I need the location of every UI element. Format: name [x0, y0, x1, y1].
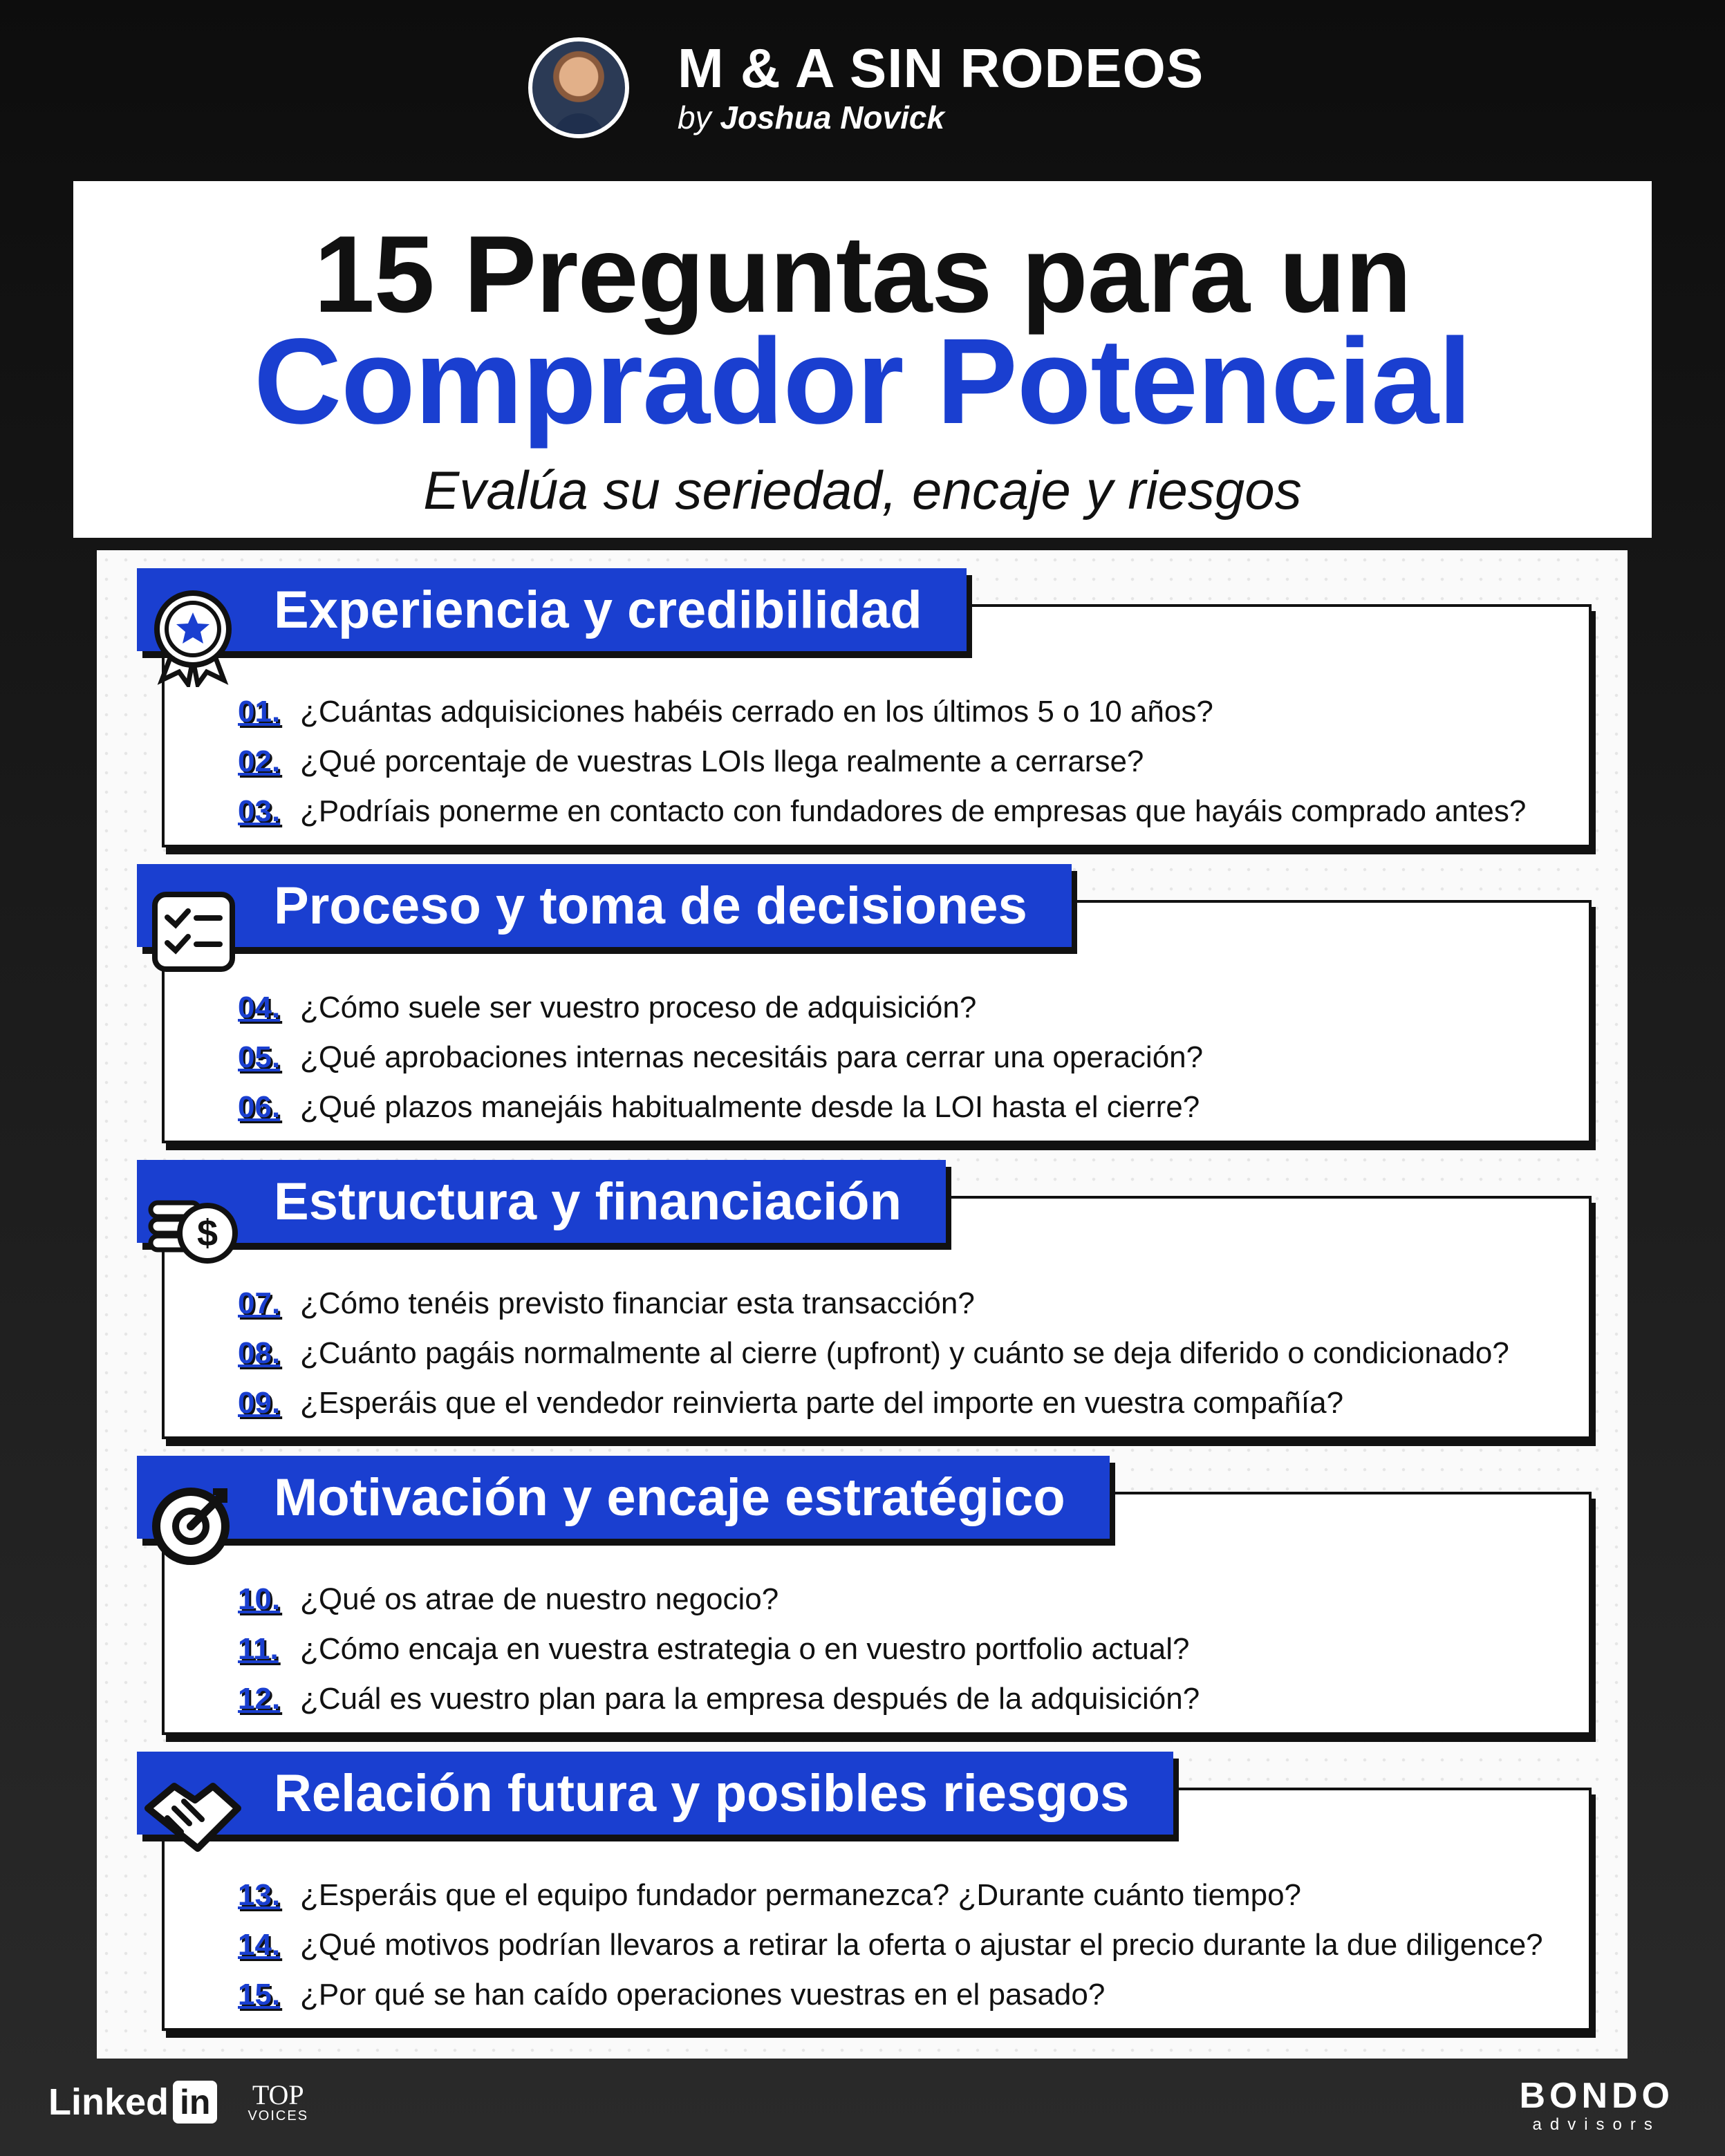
section-header [137, 1752, 1173, 1835]
badge-star-icon [141, 583, 245, 687]
question-number: 12. [238, 1682, 281, 1716]
author-name: Joshua Novick [720, 100, 945, 135]
top-voices-badge: TOP VOICES [248, 2079, 309, 2124]
page-title-line2: Comprador Potencial [254, 314, 1471, 449]
question-list [238, 1575, 1200, 1724]
brand-header [528, 36, 1204, 140]
question-number: 09. [238, 1386, 281, 1420]
question-text: ¿Podríais ponerme en contacto con fundadores de empresas que hayáis comprado antes? [300, 794, 1527, 828]
question-text: ¿Cuántas adquisiciones habéis cerrado en los últimos 5 o 10 años? [300, 695, 1213, 729]
question-item [238, 1378, 1509, 1428]
question-text: ¿Qué aprobaciones internas necesitáis para cerrar una operación? [300, 1040, 1204, 1074]
question-text: ¿Qué porcentaje de vuestras LOIs llega realmente a cerrarse? [300, 744, 1144, 778]
question-list [238, 1871, 1543, 2020]
section-title: Relación futura y posibles riesgos [274, 1763, 1130, 1823]
question-text: ¿Cómo encaja en vuestra estrategia o en vuestro portfolio actual? [300, 1632, 1190, 1666]
question-item [238, 1575, 1200, 1624]
question-number: 03. [238, 794, 281, 828]
question-item [238, 1674, 1200, 1724]
question-text: ¿Por qué se han caído operaciones vuestras en el pasado? [300, 1978, 1106, 2012]
question-text: ¿Qué motivos podrían llevaros a retirar la oferta o ajustar el precio durante la due diligence? [300, 1928, 1543, 1962]
brand-byline: by Joshua Novick [678, 100, 945, 135]
section-title: Motivación y encaje estratégico [274, 1468, 1065, 1527]
question-number: 05. [238, 1040, 281, 1074]
page-title-line1: 15 Preguntas para un [314, 214, 1411, 335]
linkedin-logo: Linked in TOP VOICES [48, 2079, 309, 2124]
question-number: 11. [238, 1632, 279, 1666]
question-item [238, 1082, 1203, 1132]
section-header [137, 864, 1072, 947]
section-title: Proceso y toma de decisiones [274, 876, 1027, 935]
question-item [238, 1624, 1200, 1674]
question-text: ¿Esperáis que el equipo fundador permanezca? ¿Durante cuánto tiempo? [300, 1878, 1302, 1912]
svg-text:$: $ [196, 1212, 218, 1254]
question-number: 08. [238, 1336, 281, 1370]
target-icon [141, 1471, 245, 1575]
question-item [238, 1970, 1543, 2020]
question-number: 01. [238, 695, 281, 729]
coins-dollar-icon [141, 1175, 245, 1279]
questions-panel [97, 550, 1628, 2059]
question-number: 02. [238, 744, 281, 778]
question-item [238, 787, 1526, 836]
question-number: 14. [238, 1928, 281, 1962]
title-card [73, 181, 1652, 538]
question-text: ¿Qué os atrae de nuestro negocio? [300, 1582, 779, 1616]
section-header [137, 1160, 946, 1243]
question-item [238, 687, 1526, 737]
question-number: 07. [238, 1286, 281, 1320]
question-item [238, 737, 1526, 787]
page-subtitle: Evalúa su seriedad, encaje y riesgos [423, 460, 1302, 521]
section-header [137, 568, 967, 651]
question-item [238, 983, 1203, 1033]
question-number: 06. [238, 1090, 281, 1124]
question-number: 15. [238, 1978, 281, 2012]
question-list [238, 983, 1203, 1132]
question-text: ¿Esperáis que el vendedor reinvierta parte del importe en vuestra compañía? [300, 1386, 1344, 1420]
question-text: ¿Cómo tenéis previsto financiar esta transacción? [300, 1286, 975, 1320]
author-avatar [528, 37, 629, 138]
question-number: 13. [238, 1878, 281, 1912]
question-number: 04. [238, 991, 281, 1024]
question-text: ¿Cuál es vuestro plan para la empresa después de la adquisición? [300, 1682, 1200, 1716]
question-item [238, 1871, 1543, 1920]
section-header [137, 1456, 1110, 1539]
question-text: ¿Qué plazos manejáis habitualmente desde la LOI hasta el cierre? [300, 1090, 1200, 1124]
question-text: ¿Cuánto pagáis normalmente al cierre (upfront) y cuánto se deja diferido o condicionado? [300, 1336, 1509, 1370]
question-number: 10. [238, 1582, 281, 1616]
question-list [238, 1279, 1509, 1428]
question-item [238, 1033, 1203, 1082]
checklist-icon [141, 879, 245, 983]
section-title: Estructura y financiación [274, 1172, 902, 1231]
question-item [238, 1329, 1509, 1378]
handshake-icon [141, 1767, 245, 1871]
brand-title: M & A SIN RODEOS [678, 37, 1204, 99]
question-item [238, 1279, 1509, 1329]
section-title: Experiencia y credibilidad [274, 580, 922, 639]
question-item [238, 1920, 1543, 1970]
question-list [238, 687, 1526, 836]
question-text: ¿Cómo suele ser vuestro proceso de adquisición? [300, 991, 977, 1024]
bondo-advisors-logo: BONDO advisors [1519, 2076, 1674, 2134]
